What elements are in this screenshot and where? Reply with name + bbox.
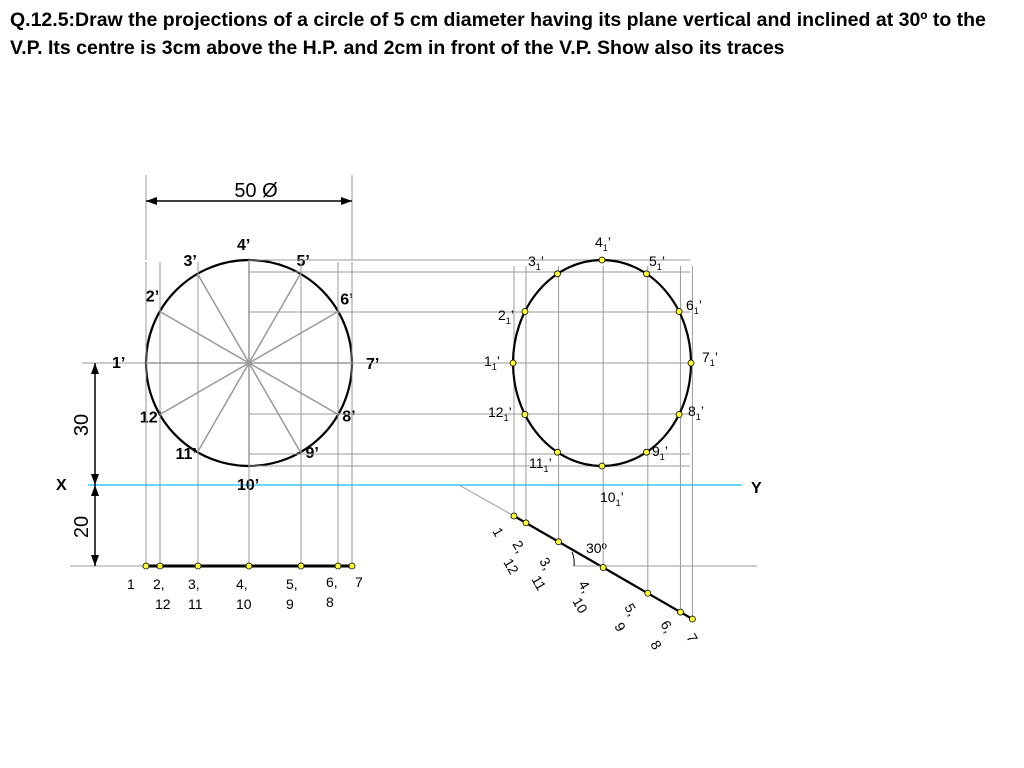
x-label: X	[56, 477, 67, 494]
ffv-point-label: $4_1$’	[595, 234, 611, 253]
ffv-point	[522, 412, 528, 418]
itv-point	[556, 539, 562, 545]
itv-point-label: 6,	[657, 617, 678, 636]
tv-point-label: 4,	[236, 576, 248, 592]
tv-point	[246, 563, 252, 569]
fv-point-label: 12’	[139, 409, 163, 427]
tv-point-label: 5,	[286, 576, 298, 592]
ffv-point-label: $8_1$’	[688, 403, 704, 422]
itv-point	[600, 565, 606, 571]
top-view-line	[143, 563, 355, 569]
fv-point-label: 1’	[112, 355, 126, 372]
ffv-point-label: $3_1$’	[528, 253, 544, 272]
itv-point-label: 10	[569, 594, 592, 616]
fv-point-label: 9’	[305, 445, 319, 463]
ffv-point	[676, 412, 682, 418]
top-view-labels	[127, 574, 363, 612]
itv-point-label: 7	[683, 630, 702, 646]
distance-label: 20	[71, 515, 93, 539]
itv-point-label: 4,	[575, 577, 596, 596]
fv-point-label: 11’	[175, 446, 197, 464]
ffv-point-label: $11_1$’	[529, 455, 552, 474]
tv-point	[195, 563, 201, 569]
itv-point-label: 9	[611, 619, 630, 635]
itv-point-label: 5,	[621, 600, 642, 619]
itv-point	[523, 520, 529, 526]
fv-point-label: 7’	[366, 356, 380, 373]
tv-point	[157, 563, 163, 569]
fv-point-label: 5’	[296, 252, 310, 270]
tv-point	[335, 563, 341, 569]
distance-dimension	[70, 485, 148, 566]
fv-point-label: 10’	[237, 477, 260, 494]
question-title: Q.12.5:Draw the projections of a circle of 5 cm diameter having its plane vertical and inclined at 30º to the V.P. Its centre is 3cm above the H.P. and 2cm in front of the V.P. Show also its traces	[10, 9, 986, 59]
y-label: Y	[751, 480, 762, 497]
tv-point-label: 9	[286, 596, 294, 612]
itv-point	[689, 616, 695, 622]
itv-point-label: 3,	[536, 554, 557, 573]
tv-point	[298, 563, 304, 569]
itv-point	[677, 609, 683, 615]
tv-point-label: 11	[188, 596, 203, 612]
itv-extension	[459, 485, 514, 516]
ffv-point	[555, 271, 561, 277]
ffv-point	[599, 463, 605, 469]
itv-point	[511, 513, 517, 519]
ffv-point-label: $6_1$’	[686, 297, 702, 316]
ffv-point	[510, 360, 516, 366]
ffv-point-label: $9_1$’	[652, 443, 668, 462]
ffv-point	[644, 271, 650, 277]
tv-point-label: 12	[155, 596, 171, 612]
diameter-label: 50 Ø	[234, 180, 278, 202]
ffv-point-label: $5_1$’	[649, 253, 665, 272]
tv-point-label: 7	[355, 574, 363, 590]
ffv-point	[599, 257, 605, 263]
tv-point-label: 10	[236, 596, 252, 612]
itv-point-label: 11	[528, 572, 550, 594]
tv-point	[349, 563, 355, 569]
ffv-point	[555, 449, 561, 455]
itv-point-label: 12	[500, 555, 523, 577]
itv-point-label: 8	[647, 637, 666, 653]
fv-point-label: 3’	[183, 252, 197, 270]
tv-point-label: 1	[127, 576, 135, 592]
itv-point-label: 1	[489, 524, 508, 540]
ffv-point-label: $7_1$’	[702, 349, 718, 368]
tv-point-label: 8	[326, 594, 334, 610]
ffv-point-label: $12_1$’	[488, 404, 512, 423]
tv-point-label: 3,	[188, 576, 200, 592]
ffv-point	[688, 360, 694, 366]
horizontal-projectors	[249, 260, 690, 466]
tv-point	[143, 563, 149, 569]
ffv-point-label: $1_1$’	[484, 353, 500, 372]
angle-label: 30º	[586, 540, 607, 556]
itv-point	[645, 590, 651, 596]
tv-point-label: 6,	[326, 574, 338, 590]
ffv-point	[522, 309, 528, 315]
fv-point-label: 8’	[342, 408, 356, 426]
ffv-point-label: $10_1$’	[600, 489, 624, 508]
fv-point-label: 6’	[340, 291, 354, 309]
ffv-point	[676, 309, 682, 315]
height-dimension	[71, 363, 150, 485]
tv-point-label: 2,	[153, 576, 165, 592]
fv-point-label: 4’	[237, 237, 251, 254]
height-label: 30	[71, 413, 93, 437]
ffv-point	[644, 449, 650, 455]
fv-point-label: 2’	[145, 288, 160, 306]
ffv-point-label: $2_1$’	[498, 307, 514, 326]
itv-point-label: 2,	[509, 537, 530, 556]
